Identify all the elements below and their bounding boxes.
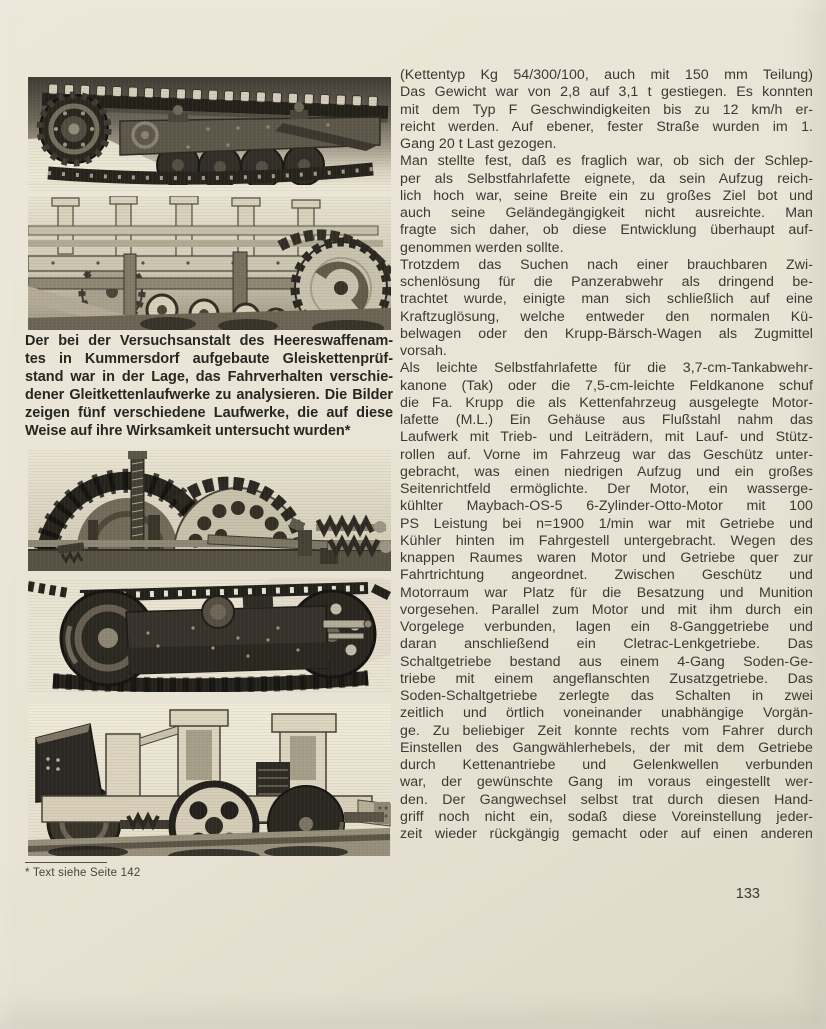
text-line: Weise auf ihre Wirksamkeit untersucht wurden* bbox=[25, 422, 351, 439]
text-line: Kraftzuglösung, welche entweder den normalen Kü- bbox=[400, 308, 813, 325]
footnote: * Text siehe Seite 142 bbox=[25, 867, 141, 879]
text-line: per als Selbstfahrlafette eignete, da sein Aufzug reich- bbox=[400, 170, 813, 187]
text-line: Einstellen des Gangwählerhebels, der mit dem Getriebe bbox=[400, 739, 813, 756]
text-line: Fahrtrichtung angeordnet. Zwischen Geschütz und bbox=[400, 567, 813, 584]
text-line: knappen Raumes waren Motor und Getriebe quer zur bbox=[400, 550, 813, 566]
photo-test-stand-drawing bbox=[28, 196, 391, 330]
text-line: gebracht, was einen niedrigen Aufzug und ein großes bbox=[400, 463, 813, 480]
page-number: 133 bbox=[735, 886, 760, 902]
text-line: rollen auf. Vorne im Fahrzeug war das Geschütz unter- bbox=[400, 446, 813, 463]
text-line: lich hoch war, seine Breite ein zu großes Ziel bot und bbox=[400, 187, 813, 204]
text-line: Gang 20 t Last gezogen. bbox=[400, 136, 557, 152]
text-line: trachtet wurde, einigte man sich schließlich auf eine bbox=[400, 291, 813, 308]
text-line: zeit wieder rückgängig gemacht oder auf einen anderen bbox=[400, 826, 813, 842]
text-line: stand war in der Lage, das Fahrverhalten verschie- bbox=[25, 368, 393, 385]
text-line: zeitlich und örtlich voneinander unabhängige Vorgän- bbox=[400, 705, 813, 722]
text-line: durch Kettenantriebe und Gelenkwellen verbunden bbox=[400, 757, 813, 773]
photo-track-run-closeup-drawing bbox=[28, 77, 391, 191]
photo-disc-springs-drawing bbox=[28, 450, 391, 571]
text-line: vorsah. bbox=[400, 343, 447, 359]
text-line: Schaltgetriebe bestand aus einem 4-Gang Soden-Ge- bbox=[400, 653, 813, 670]
text-line: Laufwerk mit Trieb- und Leiträdern, mit Lauf- und Stütz- bbox=[400, 429, 813, 446]
text-line: griff noch nicht ein, sodaß diese Voreinstellung jeder- bbox=[400, 808, 813, 825]
text-line: Soden-Schaltgetriebe zerlegte das Schalten in zwei bbox=[400, 688, 813, 704]
footnote-rule bbox=[25, 862, 107, 863]
text-line: Als leichte Selbstfahrlafette für die 3,7-cm-Tankabwehr- bbox=[400, 360, 813, 377]
text-line: Seitenrichtfeld ermöglichte. Der Motor, ein wasserge- bbox=[400, 481, 813, 497]
photo-track-run-closeup bbox=[28, 77, 391, 191]
text-line: zeigen fünf verschiedene Laufwerke, die auf diese bbox=[25, 404, 393, 421]
text-line: tes in Kummersdorf aufgebaute Gleiskettenprüf- bbox=[25, 350, 393, 367]
text-line: triebe mit einem angeflanschten Zusatzgetriebe. Das bbox=[400, 670, 813, 687]
photo-rig-frame-drawing bbox=[28, 704, 391, 856]
text-line: (Kettentyp Kg 54/300/100, auch mit 150 mm Teilung) bbox=[400, 67, 813, 83]
text-line: mit dem Typ F Geschwindigkeiten bis zu 12 km/h er- bbox=[400, 101, 813, 118]
text-line: auch seine Geländegängigkeit nicht ausreichte. Man bbox=[400, 205, 813, 221]
text-line: Man stellte fest, daß es fraglich war, ob sich der Schlep- bbox=[400, 153, 813, 170]
text-line: fragte sich daher, ob diese Entwicklung überhaupt auf- bbox=[400, 222, 813, 239]
photo-tracked-chassis bbox=[28, 578, 391, 692]
text-line: Der bei der Versuchsanstalt des Heereswaffenam- bbox=[25, 333, 393, 349]
text-line: den. Der Gangwechsel selbst trat durch diesen Hand- bbox=[400, 791, 813, 808]
text-line: war, der gewünschte Gang im voraus eingestellt wer- bbox=[400, 774, 813, 791]
photo-test-stand-sprocket bbox=[28, 196, 391, 330]
text-line: ge. Zu beliebiger Zeit konnte rechts vom Fahrer durch bbox=[400, 722, 813, 739]
text-line: Motorraum war Platz für die Besatzung und Munition bbox=[400, 584, 813, 601]
text-line: kanone (Tak) oder die 7,5-cm-leichte Feldkanone schuf bbox=[400, 377, 813, 394]
photo-rig-frame-wheels bbox=[28, 704, 391, 856]
text-line: Kühler hinten im Fahrgestell untergebracht. Wegen des bbox=[400, 532, 813, 549]
text-line: reicht werden. Auf ebener, fester Straße wurden im 1. bbox=[400, 118, 813, 135]
text-line: genommen werden sollte. bbox=[400, 239, 564, 256]
text-line: Trotzdem das Suchen nach einer brauchbaren Zwi- bbox=[400, 256, 813, 273]
text-line: Vorgelege verbunden, lagen ein 8-Ganggetriebe und bbox=[400, 619, 813, 635]
text-line: PS Leistung bei n=1900 1/min war mit Getriebe und bbox=[400, 515, 813, 532]
text-line: kühlter Maybach-OS-5 6-Zylinder-Otto-Motor mit 100 bbox=[400, 498, 813, 515]
photo-chassis-drawing bbox=[28, 578, 391, 692]
text-line: lafette (M.L.) Ein Gehäuse aus Flußstahl nahm das bbox=[400, 412, 813, 428]
text-line: belwagen oder den Krupp-Bärsch-Wagen als Zugmittel bbox=[400, 325, 813, 342]
body-text-column bbox=[400, 67, 813, 843]
text-line: dener Gleitkettenlaufwerke zu analysieren. Die Bilder bbox=[25, 386, 393, 403]
text-line: die Fa. Krupp die als Kettenfahrzeug ausgelegte Motor- bbox=[400, 394, 813, 411]
photo-sprocket-disc-springs bbox=[28, 450, 391, 571]
text-line: schenlösung für die Panzerabwehr als dringend be- bbox=[400, 274, 813, 290]
text-line: Das Gewicht war von 2,8 auf 3,1 t gestiegen. Es konnten bbox=[400, 84, 813, 101]
text-line: vorgesehen. Parallel zum Motor und mit ihm durch ein bbox=[400, 601, 813, 618]
text-line: daran anschließend ein Cletrac-Lenkgetriebe. Das bbox=[400, 636, 813, 653]
figure-caption bbox=[25, 333, 393, 440]
